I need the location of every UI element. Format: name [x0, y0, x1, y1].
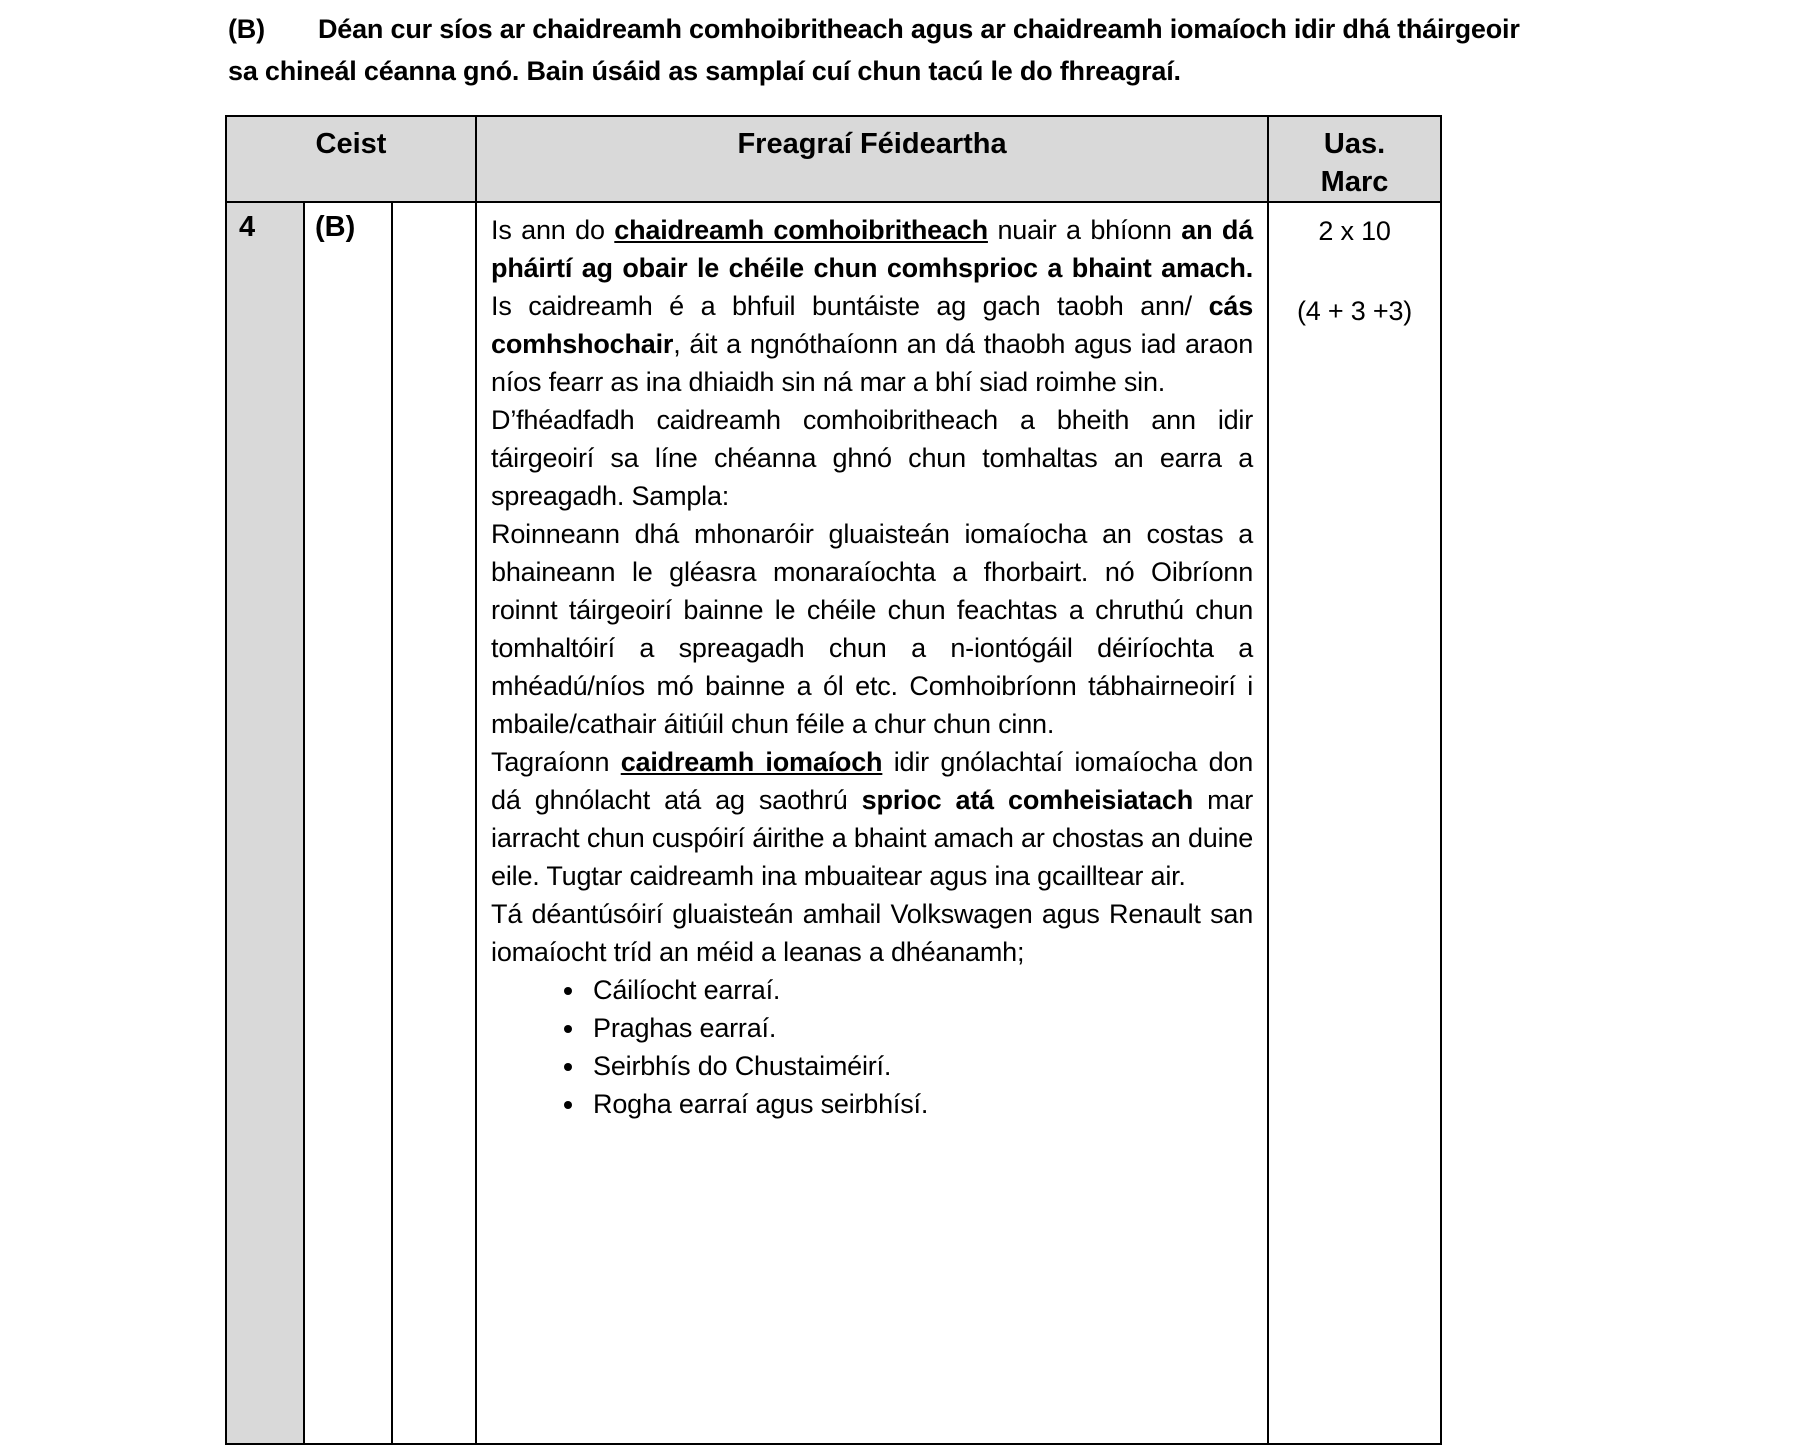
text-segment: , áit a ngnóthaíonn an dá thaobh agus iad araon níos fearr as ina dhiaidh sin ná mar a bhí siad roimhe sin.: [491, 329, 1254, 397]
text-segment: Roinneann dhá mhonaróir gluaisteán iomaíocha an costas a bhaineann le gléasra monaraíochta a fhorbairt. nó Oibríonn roinnt táirgeoirí bainne le chéile chun feachtas a chruthú chun tomhaltóirí a spreagadh chun a n-iontógáil déiríochta a mhéadú/níos mó bainne a ól etc. Comhoibríonn tábhairneoirí i mbaile/cathair áitiúil chun féile a chur chun cinn.: [491, 519, 1254, 739]
question-intro: [228, 8, 1788, 92]
blank-cell: [392, 202, 476, 1444]
answer-paragraphs: [491, 211, 1253, 971]
answer-bullet-list: [491, 971, 1253, 1123]
text-segment: Is ann do: [491, 215, 615, 245]
answer-paragraph: [491, 401, 1253, 515]
bullet-item: • Rogha earraí agus seirbhísí.: [587, 1085, 1253, 1123]
bullet-item: • Seirbhís do Chustaiméirí.: [587, 1047, 1253, 1085]
header-uas: Uas.: [1323, 128, 1386, 160]
question-part-label: (B): [228, 14, 265, 44]
answer-cell: [476, 202, 1268, 1444]
text-segment: nuair a bhíonn: [987, 215, 1182, 245]
text-segment: sprioc atá comheisiatach: [861, 785, 1194, 815]
answer-paragraph: [491, 743, 1253, 895]
marks-line-2: (4 + 3 +3): [1296, 296, 1413, 326]
marks-cell: [1268, 202, 1441, 1444]
marking-scheme-table: [225, 115, 1442, 1445]
header-freagrai-feideartha: Freagraí Féideartha: [476, 116, 1268, 202]
answer-paragraph: [491, 211, 1253, 401]
text-segment: idir gnólachtaí iomaíocha don dá ghnólacht atá ag saothrú: [491, 747, 1254, 815]
header-uas-marc: [1268, 116, 1441, 202]
intro-text-line-1: Déan cur síos ar chaidreamh comhoibritheach agus ar chaidreamh iomaíoch idir dhá tháirgeoir: [318, 14, 1520, 44]
intro-line-1: [228, 8, 1788, 50]
text-segment: cás comhshochair: [491, 291, 1254, 359]
text-segment: mar iarracht chun cuspóirí áirithe a bhaint amach ar chostas an duine eile. Tugtar caidreamh ina mbuaitear agus ina gcailltear air.: [491, 785, 1254, 891]
text-segment: D’fhéadfadh caidreamh comhoibritheach a bheith ann idir táirgeoirí sa líne chéanna ghnó chun tomhaltas an earra a spreagadh. Sampla:: [491, 405, 1254, 511]
marks-gap: [1269, 251, 1440, 291]
text-segment: Tagraíonn: [491, 747, 621, 777]
answer-paragraph: [491, 895, 1253, 971]
question-part-cell: (B): [304, 202, 392, 1444]
table-header-row: [226, 116, 1441, 202]
bullet-item: • Cáilíocht earraí.: [587, 971, 1253, 1009]
header-marc: Marc: [1320, 166, 1389, 198]
answer-paragraph: [491, 515, 1253, 743]
text-segment: Is caidreamh é a bhfuil buntáiste ag gach taobh ann/: [491, 291, 1209, 321]
intro-line-2: [228, 50, 1788, 92]
text-segment: an dá pháirtí ag obair le chéile chun comhsprioc a bhaint amach.: [491, 215, 1254, 283]
text-segment: chaidreamh comhoibritheach: [614, 215, 988, 245]
text-segment: caidreamh iomaíoch: [620, 747, 883, 777]
header-ceist: Ceist: [226, 116, 476, 202]
text-segment: Tá déantúsóirí gluaisteán amhail Volkswagen agus Renault san iomaíocht tríd an méid a leanas a dhéanamh;: [491, 899, 1254, 967]
answer-row: [226, 202, 1441, 1444]
intro-text-line-2: sa chineál céanna gnó. Bain úsáid as samplaí cuí chun tacú le do fhreagraí.: [228, 56, 1181, 86]
bullet-item: • Praghas earraí.: [587, 1009, 1253, 1047]
question-number-cell: 4: [226, 202, 304, 1444]
marks-line-1: 2 x 10: [1318, 216, 1391, 246]
